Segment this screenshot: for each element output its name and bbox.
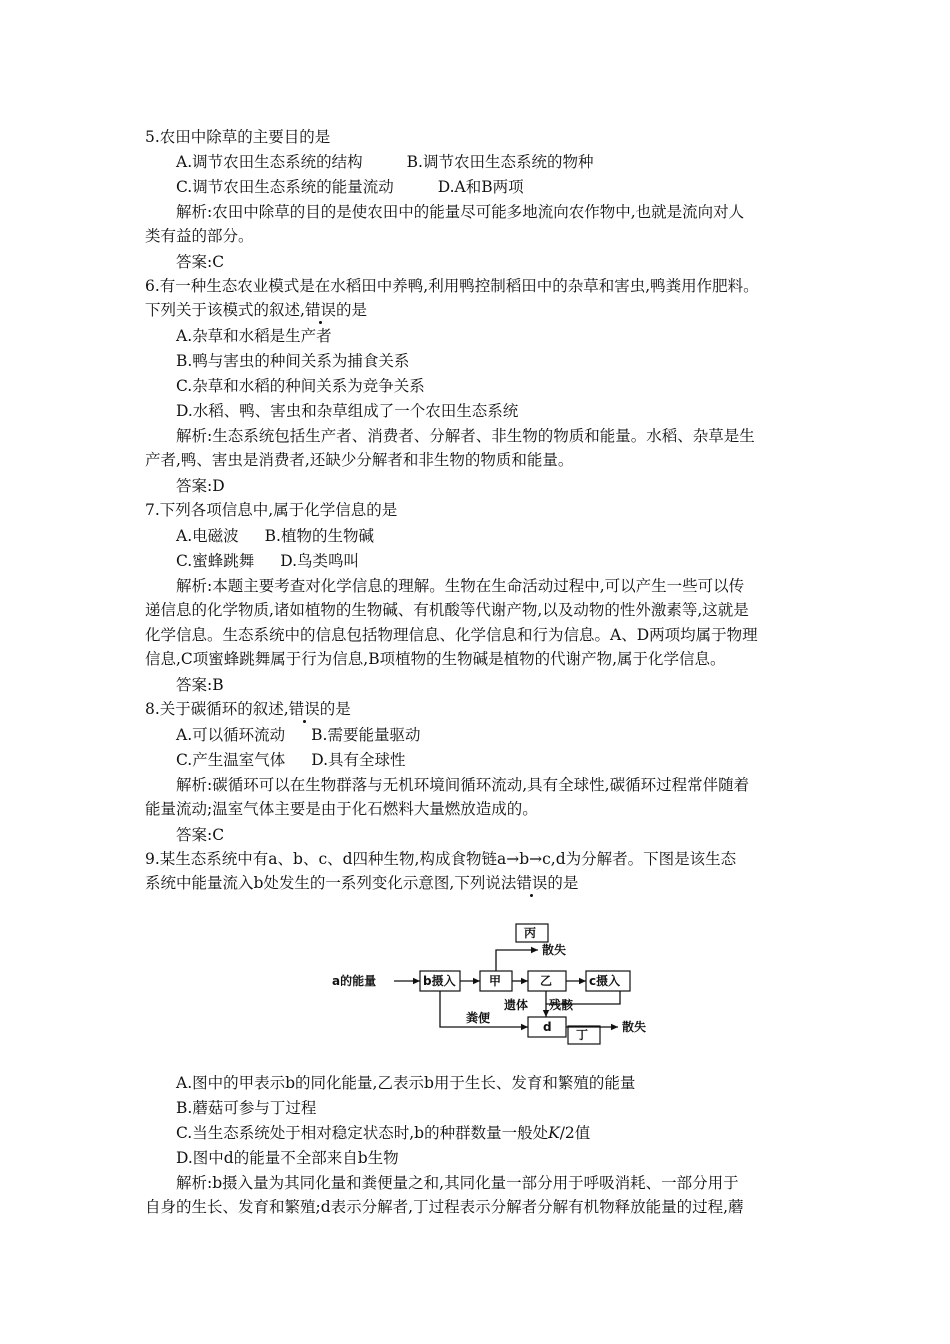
q6-stem-text: 下列关于该模式的叙述, xyxy=(145,301,305,319)
q7-analysis-line: 信息,C项蜜蜂跳舞属于行为信息,B项植物的生物碱是植物的代谢产物,属于化学信息。 xyxy=(145,650,726,668)
q9-option-c-text: C.当生态系统处于相对稳定状态时,b的种群数量一般处 xyxy=(176,1124,549,1142)
q8-emphasis-word: 错误 xyxy=(288,700,320,718)
q7-analysis-line: 化学信息。生态系统中的信息包括物理信息、化学信息和行为信息。A、D两项均属于物理 xyxy=(145,626,758,644)
q8-option-d: D.具有全球性 xyxy=(311,751,406,769)
q8-answer: 答案:C xyxy=(176,826,225,844)
energy-flow-diagram xyxy=(330,920,670,1045)
q9-stem-text: 系统中能量流入b处发生的一系列变化示意图,下列说法 xyxy=(145,874,517,892)
q6-stem-line: 6.有一种生态农业模式是在水稻田中养鸭,利用鸭控制稻田中的杂草和害虫,鸭粪用作肥料。 xyxy=(145,277,759,295)
arrow-jia-to-lost xyxy=(496,950,538,971)
remains-label: 遗体 xyxy=(504,998,529,1012)
q7-option-b: B.植物的生物碱 xyxy=(264,527,374,545)
q6-analysis-line: 产者,鸭、害虫是消费者,还缺少分解者和非生物的物质和能量。 xyxy=(145,451,574,469)
q5-option-b: B.调节农田生态系统的物种 xyxy=(406,153,594,171)
q8-options-cd xyxy=(176,748,406,772)
q9-option-c xyxy=(176,1121,590,1145)
q6-emphasis-word: 错误 xyxy=(304,301,336,319)
q8-options-ab xyxy=(176,723,420,747)
q8-stem-text: 8.关于碳循环的叙述, xyxy=(145,700,289,718)
q5-options-ab xyxy=(176,150,593,174)
q5-stem: 5.农田中除草的主要目的是 xyxy=(145,128,331,146)
q5-option-a: A.调节农田生态系统的结构 xyxy=(176,153,363,171)
q9-stem-line: 9.某生态系统中有a、b、c、d四种生物,构成食物链a→b→c,d为分解者。下图是该生态 xyxy=(145,850,737,868)
q9-option-a: A.图中的甲表示b的同化能量,乙表示b用于生长、发育和繁殖的能量 xyxy=(176,1074,636,1092)
lost-label: 散失 xyxy=(542,943,567,957)
a-energy-label: a的能量 xyxy=(332,974,377,988)
q7-answer: 答案:B xyxy=(176,676,224,694)
q6-answer: 答案:D xyxy=(176,477,225,495)
q7-option-d: D.鸟类鸣叫 xyxy=(280,552,360,570)
q6-option-a: A.杂草和水稻是生产者 xyxy=(176,327,332,345)
q7-analysis-line: 解析:本题主要考查对化学信息的理解。生物在生命活动过程中,可以产生一些可以传 xyxy=(176,577,745,595)
carcass-label: 残骸 xyxy=(549,998,574,1012)
q9-emphasis-word: 错误 xyxy=(516,874,548,892)
q8-stem xyxy=(145,697,351,721)
jia-label: 甲 xyxy=(489,974,502,988)
q9-analysis-line: 解析:b摄入量为其同化量和粪便量之和,其同化量一部分用于呼吸消耗、一部分用于 xyxy=(176,1174,739,1192)
feces-label: 粪便 xyxy=(466,1011,491,1025)
q6-option-d: D.水稻、鸭、害虫和杂草组成了一个农田生态系统 xyxy=(176,402,519,420)
q9-stem-text: 的是 xyxy=(547,874,579,892)
q7-options-cd xyxy=(176,549,359,573)
ding-label: 丁 xyxy=(576,1028,589,1042)
q8-option-b: B.需要能量驱动 xyxy=(311,726,421,744)
q7-stem: 7.下列各项信息中,属于化学信息的是 xyxy=(145,501,398,519)
q8-analysis-line: 解析:碳循环可以在生物群落与无机环境间循环流动,具有全球性,碳循环过程常伴随着 xyxy=(176,776,750,794)
q5-analysis-line: 类有益的部分。 xyxy=(145,227,254,245)
q9-analysis-line: 自身的生长、发育和繁殖;d表示分解者,丁过程表示分解者分解有机物释放能量的过程,蘑 xyxy=(145,1198,744,1216)
bing-label: 丙 xyxy=(524,926,537,940)
q5-option-d: D.A和B两项 xyxy=(437,178,524,196)
q6-option-c: C.杂草和水稻的种间关系为竞争关系 xyxy=(176,377,425,395)
q9-stem-line xyxy=(145,871,578,895)
q6-stem-text: 的是 xyxy=(335,301,367,319)
q9-option-c-text: /2值 xyxy=(559,1124,591,1142)
b-intake-label: b摄入 xyxy=(423,974,456,988)
q9-option-b: B.蘑菇可参与丁过程 xyxy=(176,1099,317,1117)
q8-option-c: C.产生温室气体 xyxy=(176,751,286,769)
q7-option-c: C.蜜蜂跳舞 xyxy=(176,552,255,570)
q8-stem-text: 的是 xyxy=(319,700,351,718)
q8-option-a: A.可以循环流动 xyxy=(176,726,286,744)
q5-answer: 答案:C xyxy=(176,253,225,271)
q8-analysis-line: 能量流动;温室气体主要是由于化石燃料大量燃放造成的。 xyxy=(145,800,538,818)
q9-option-d: D.图中d的能量不全部来自b生物 xyxy=(176,1149,399,1167)
q5-analysis-line: 解析:农田中除草的目的是使农田中的能量尽可能多地流向农作物中,也就是流向对人 xyxy=(176,203,745,221)
q6-analysis-line: 解析:生态系统包括生产者、消费者、分解者、非生物的物质和能量。水稻、杂草是生 xyxy=(176,427,755,445)
q7-option-a: A.电磁波 xyxy=(176,527,239,545)
d-label: d xyxy=(543,1020,552,1034)
c-intake-label: c摄入 xyxy=(589,974,621,988)
q5-option-c: C.调节农田生态系统的能量流动 xyxy=(176,178,394,196)
q7-options-ab xyxy=(176,524,374,548)
q6-option-b: B.鸭与害虫的种间关系为捕食关系 xyxy=(176,352,410,370)
q5-options-cd xyxy=(176,175,524,199)
q7-analysis-line: 递信息的化学物质,诸如植物的生物碱、有机酸等代谢产物,以及动物的性外激素等,这就是 xyxy=(145,601,749,619)
q6-stem-line xyxy=(145,298,367,322)
yi-label: 乙 xyxy=(540,974,553,988)
lost-label: 散失 xyxy=(622,1020,647,1034)
q9-option-c-k: K xyxy=(548,1124,560,1142)
